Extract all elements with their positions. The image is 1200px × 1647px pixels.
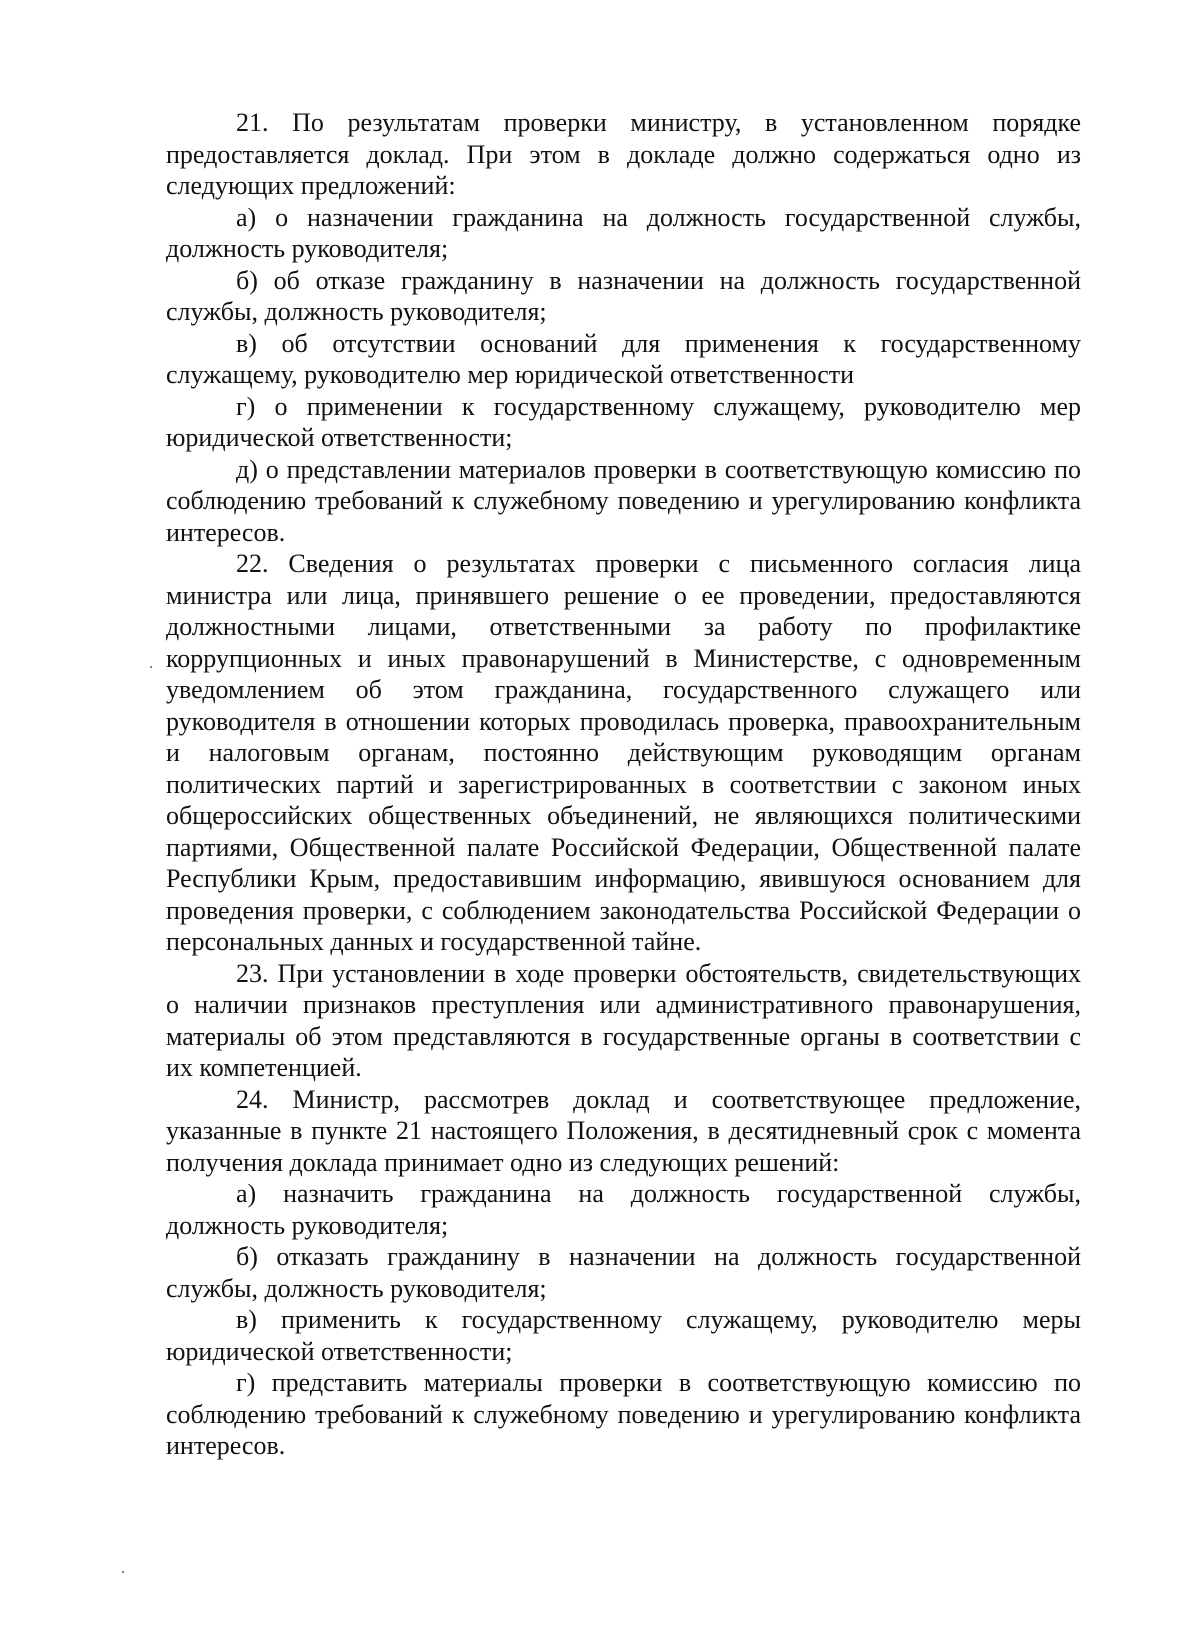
paragraph-23: 23. При установлении в ходе проверки обстоятельств, свидетельствующих о наличии признаков преступления или административного правонарушения, материалы об этом представляются в государственные органы в соответствии с их компетенцией. xyxy=(166,958,1081,1082)
paragraph-22: 22. Сведения о результатах проверки с письменного согласия лица министра или лица, принявшего решение о ее проведении, предоставляются должностными лицами, ответственными за работу по профилактике коррупционных и иных правонарушений в Министерстве, с одновременным уведомлением об этом гражданина, государственного служащего или руководителя в отношении которых проводилась проверка, правоохранительным и налоговым органам, постоянно действующим руководящим органам политических партий и зарегистрированных в соответствии с законом иных общероссийских общественных объединений, не являющихся политическими партиями, Общественной палате Российской Федерации, Общественной палате Республики Крым, предоставившим информацию, явившуюся основанием для проведения проверки, с соблюдением законодательства Российской Федерации о персональных данных и государственной тайне. xyxy=(166,549,1081,956)
paragraph-21-item-b: б) об отказе гражданину в назначении на должность государственной службы, должность руководителя; xyxy=(166,265,1081,326)
scan-speck xyxy=(122,1571,124,1573)
paragraph-24-item-v: в) применить к государственному служащему, руководителю меры юридической ответственности; xyxy=(166,1305,1081,1366)
document-body xyxy=(166,107,1081,1462)
paragraph-21: 21. По результатам проверки министру, в установленном порядке предоставляется доклад. При этом в докладе должно содержаться одно из следующих предложений: xyxy=(166,108,1081,200)
paragraph-24-item-g: г) представить материалы проверки в соответствующую комиссию по соблюдению требований к служебному поведению и урегулированию конфликта интересов. xyxy=(166,1368,1081,1460)
scan-speck xyxy=(150,666,152,668)
paragraph-24-item-a: а) назначить гражданина на должность государственной службы, должность руководителя; xyxy=(166,1179,1081,1240)
paragraph-21-item-g: г) о применении к государственному служащему, руководителю мер юридической ответственности; xyxy=(166,391,1081,452)
paragraph-24: 24. Министр, рассмотрев доклад и соответствующее предложение, указанные в пункте 21 настоящего Положения, в десятидневный срок с момента получения доклада принимает одно из следующих решений: xyxy=(166,1084,1081,1177)
paragraph-21-item-v: в) об отсутствии оснований для применения к государственному служащему, руководителю мер юридической ответственности xyxy=(166,328,1081,389)
paragraph-21-item-d: д) о представлении материалов проверки в соответствующую комиссию по соблюдению требований к служебному поведению и урегулированию конфликта интересов. xyxy=(166,454,1081,547)
paragraph-24-item-b: б) отказать гражданину в назначении на должность государственной службы, должность руководителя; xyxy=(166,1242,1081,1303)
paragraph-21-item-a: а) о назначении гражданина на должность государственной службы, должность руководителя; xyxy=(166,202,1081,263)
